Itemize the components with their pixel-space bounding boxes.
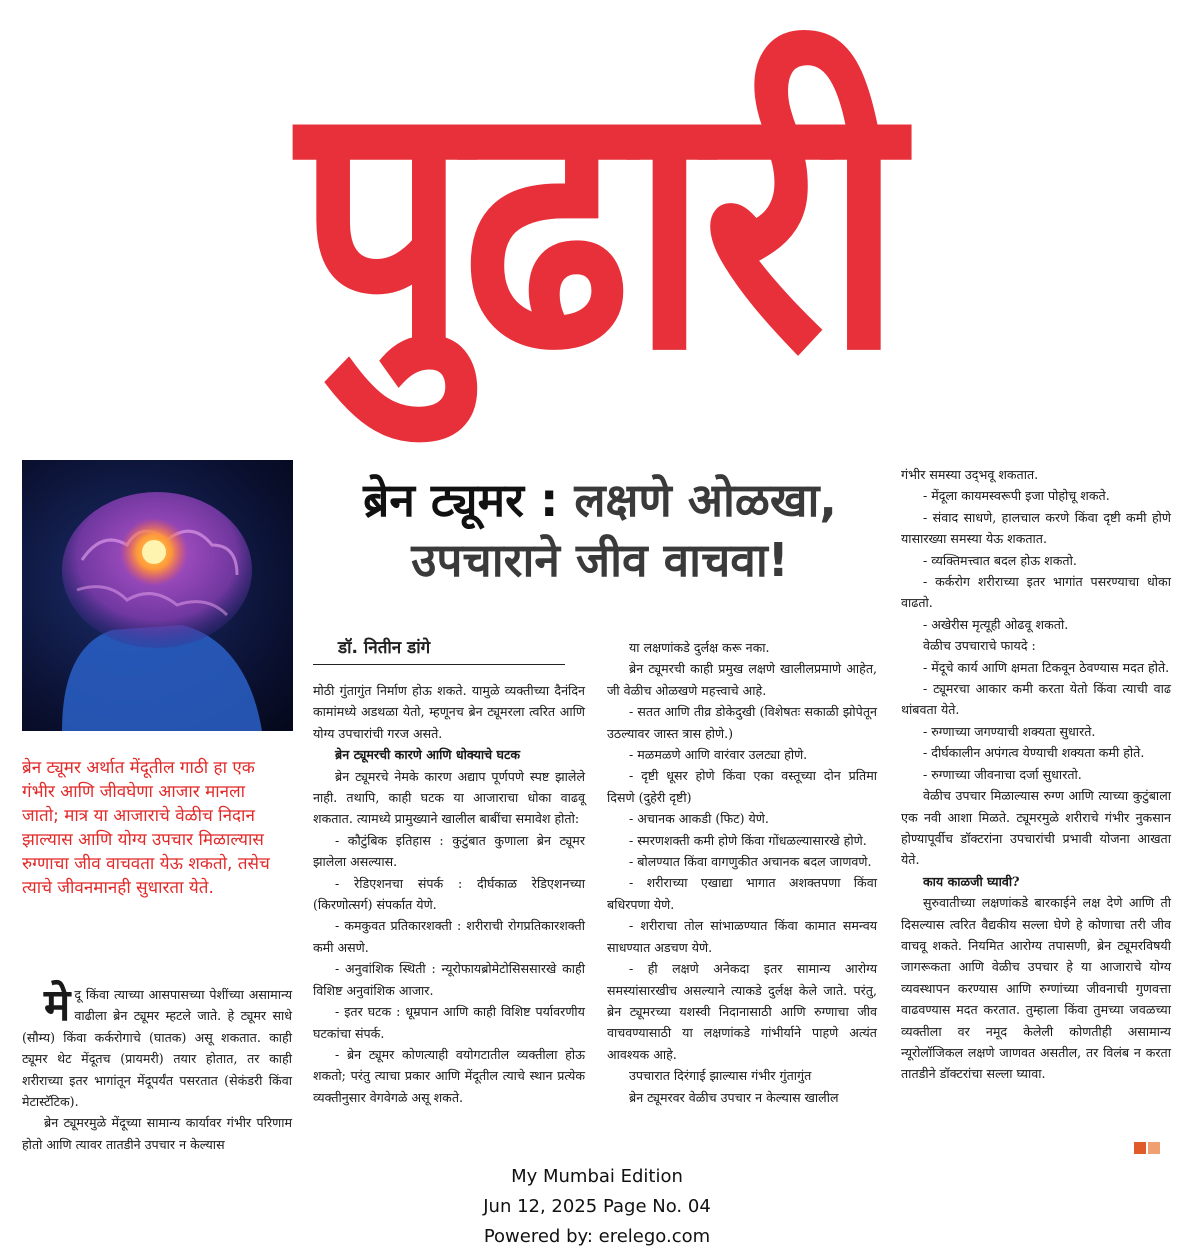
list-item: - संवाद साधणे, हालचाल करणे किंवा दृष्टी कमी होणे यासारख्या समस्या येऊ शकतात. [901, 509, 1171, 547]
footer-date-page: Jun 12, 2025 Page No. 04 [483, 1196, 711, 1217]
list-item: - इतर घटक : धूम्रपान आणि काही विशिष्ट पर्यावरणीय घटकांचा संपर्क. [313, 1004, 585, 1041]
list-item: - सतत आणि तीव्र डोकेदुखी (विशेषतः सकाळी झोपेतून उठल्यावर जास्त त्रास होणे.) [607, 704, 877, 741]
subheading: ब्रेन ट्यूमरची कारणे आणि धोक्याचे घटक [335, 747, 521, 763]
footer-powered-by[interactable]: Powered by: erelego.com [483, 1226, 711, 1247]
paragraph: ब्रेन ट्यूमरमुळे मेंदूच्या सामान्य कार्यावर गंभीर परिणाम होतो आणि त्यावर तातडीने उपचार न केल्यास [22, 1115, 292, 1152]
column-3 [607, 637, 877, 1108]
masthead [0, 0, 1194, 452]
list-item: - मेंदूचे कार्य आणि क्षमता टिकवून ठेवण्यास मदत होते. [923, 659, 1170, 675]
end-of-article-mark-icon [1134, 1142, 1160, 1154]
paragraph: वेळीच उपचाराचे फायदे : [923, 638, 1036, 654]
headline-line2: उपचाराने जीव वाचवा! [411, 533, 789, 587]
list-item: - मळमळणे आणि वारंवार उलट्या होणे. [629, 747, 808, 763]
paragraph: गंभीर समस्या उद्‌भवू शकतात. [901, 467, 1039, 482]
paragraph: ब्रेन ट्यूमरची काही प्रमुख लक्षणे खालीलप्रमाणे आहेत, जी वेळीच ओळखणे महत्त्वाचे आहे. [607, 661, 877, 698]
headline-part2: लक्षणे ओळखा, [558, 473, 837, 527]
masthead-title: पुढारी [297, 24, 897, 427]
list-item: - ही लक्षणे अनेकदा इतर सामान्य आरोग्य समस्यांसारखीच असल्याने त्याकडे दुर्लक्ष केले जाते. परंतु, ब्रेन ट्यूमरच्या यशस्वी निदानासाठी आणि रुग्णाचा जीव वाचवण्यासाठी या लक्षणांकडे गांभीर्याने पाहणे अत्यंत आवश्यक आहे. [607, 961, 877, 1062]
paragraph: सुरुवातीच्या लक्षणांकडे बारकाईने लक्ष देणे आणि ती दिसल्यास त्वरित वैद्यकीय सल्ला घेणे हे कोणाचा तरी जीव वाचवू शकते. नियमित आरोग्य तपासणी, ब्रेन ट्यूमरविषयी जागरूकता आणि वेळीच उपचार हे या आजाराचे योग्य व्यवस्थापन करण्यास आणि रुग्णांच्या जीवनाची गुणवत्ता वाढवण्यास मदत करतात. तुम्हाला किंवा तुमच्या जवळच्या व्यक्तीला वर नमूद केलेली कोणतीही असामान्य न्यूरोलॉजिकल लक्षणे जाणवत असतील, तर विलंब न करता तातडीने डॉक्टरांचा सल्ला घ्यावा. [901, 895, 1171, 1082]
list-item: - स्मरणशक्ती कमी होणे किंवा गोंधळल्यासारखे होणे. [629, 832, 867, 848]
headline [305, 470, 895, 590]
list-item: - कमकुवत प्रतिकारशक्ती : शरीराची रोगप्रतिकारशक्ती कमी असणे. [313, 918, 585, 955]
footer-edition: My Mumbai Edition [511, 1166, 683, 1187]
list-item: - अनुवांशिक स्थिती : न्यूरोफायब्रोमेटोसिससारखे काही विशिष्ट अनुवांशिक आजार. [313, 961, 585, 998]
footer [0, 1162, 1194, 1252]
paragraph: मोठी गुंतागुंत निर्माण होऊ शकते. यामुळे व्यक्तीच्या दैनंदिन कामांमध्ये अडथळा येतो, म्हणूनच ब्रेन ट्यूमरला त्वरित आणि योग्य उपचारांची गरज असते. [313, 683, 585, 741]
list-item: - शरीराचा तोल सांभाळण्यात किंवा कामात समन्वय साधण्यात अडचण येणे. [607, 918, 877, 955]
list-item: - बोलण्यात किंवा वागणुकीत अचानक बदल जाणवणे. [629, 854, 872, 870]
list-item: - व्यक्तिमत्त्वात बदल होऊ शकतो. [923, 552, 1077, 568]
list-item: - अखेरीस मृत्यूही ओढवू शकतो. [923, 616, 1069, 632]
paragraph: ब्रेन ट्यूमरवर वेळीच उपचार न केल्यास खालील [629, 1089, 839, 1105]
brain-tumor-illustration-icon [22, 460, 293, 731]
byline-rule [313, 664, 565, 665]
list-item: - कौटुंबिक इतिहास : कुटुंबात कुणाला ब्रेन ट्यूमर झालेला असल्यास. [313, 832, 585, 870]
list-item: - मेंदूला कायमस्वरूपी इजा पोहोचू शकते. [923, 488, 1110, 504]
paragraph: ब्रेन ट्यूमरचे नेमके कारण अद्याप पूर्णपणे स्पष्ट झालेले नाही. तथापि, काही घटक या आजाराचा धोका वाढवू शकतात. त्यामध्ये प्रामुख्याने खालील बाबींचा समावेश होतो: [313, 768, 585, 827]
column-1 [22, 980, 292, 1155]
headline-part1: ब्रेन ट्यूमर : [363, 473, 559, 527]
list-item: - रेडिएशनचा संपर्क : दीर्घकाळ रेडिएशनच्या (किरणोत्सर्ग) संपर्कात येणे. [313, 875, 585, 913]
list-item: - रुग्णाच्या जीवनाचा दर्जा सुधारतो. [923, 766, 1082, 782]
author-byline: डॉ. नितीन डांगे [338, 638, 431, 658]
dropcap: मे [44, 980, 71, 1031]
paragraph: दू किंवा त्याच्या आसपासच्या पेशींच्या असामान्य वाढीला ब्रेन ट्यूमर म्हटले जाते. हे ट्यूमर साधे (सौम्य) किंवा कर्करोगाचे (घातक) असू शकतात. काही ट्यूमर थेट मेंदूतच (प्रायमरी) तयार होतात, तर काही शरीराच्या इतर भागांतून मेंदूपर्यंत पसरतात (सेकंडरी किंवा मेटास्टॅटिक). [22, 987, 292, 1110]
list-item: - शरीराच्या एखाद्या भागात अशक्तपणा किंवा बधिरपणा येणे. [607, 875, 877, 912]
list-item: - रुग्णाच्या जगण्याची शक्यता सुधारते. [923, 723, 1096, 739]
list-item: - कर्करोग शरीराच्या इतर भागांत पसरण्याचा धोका वाढतो. [901, 574, 1171, 611]
list-item: - ब्रेन ट्यूमर कोणत्याही वयोगटातील व्यक्तीला होऊ शकतो; परंतु त्याचा प्रकार आणि मेंदूतील त्याचे स्थान प्रत्येक व्यक्तीनुसार वेगवेगळे असू शकते. [313, 1046, 585, 1105]
pull-quote: ब्रेन ट्यूमर अर्थात मेंदूतील गाठी हा एक गंभीर आणि जीवघेणा आजार मानला जातो; मात्र या आजाराचे वेळीच निदान झाल्यास आणि योग्य उपचार मिळाल्यास रुग्णाचा जीव वाचवता येऊ शकतो, तसेच त्याचे जीवनमानही सुधारता येते. [22, 758, 270, 898]
column-2 [313, 680, 585, 1108]
list-item: - दीर्घकालीन अपंगत्व येण्याची शक्यता कमी होते. [923, 745, 1145, 761]
paragraph: या लक्षणांकडे दुर्लक्ष करू नका. [629, 640, 770, 655]
subheading: काय काळजी घ्यावी? [923, 873, 1020, 889]
paragraph: उपचारात दिरंगाई झाल्यास गंभीर गुंतागुंत [629, 1068, 812, 1084]
list-item: - दृष्टी धूसर होणे किंवा एका वस्तूच्या दोन प्रतिमा दिसणे (दुहेरी दृष्टी) [607, 768, 877, 805]
paragraph: वेळीच उपचार मिळाल्यास रुग्ण आणि त्याच्या कुटुंबाला एक नवी आशा मिळते. ट्यूमरमुळे शरीराचे गंभीर नुकसान होण्यापूर्वीच डॉक्टरांना उपचारांची प्रभावी योजना आखता येते. [901, 788, 1171, 868]
column-4 [901, 464, 1171, 1085]
list-item: - अचानक आकडी (फिट) येणे. [629, 811, 769, 827]
list-item: - ट्यूमरचा आकार कमी करता येतो किंवा त्याची वाढ थांबवता येते. [901, 681, 1171, 718]
